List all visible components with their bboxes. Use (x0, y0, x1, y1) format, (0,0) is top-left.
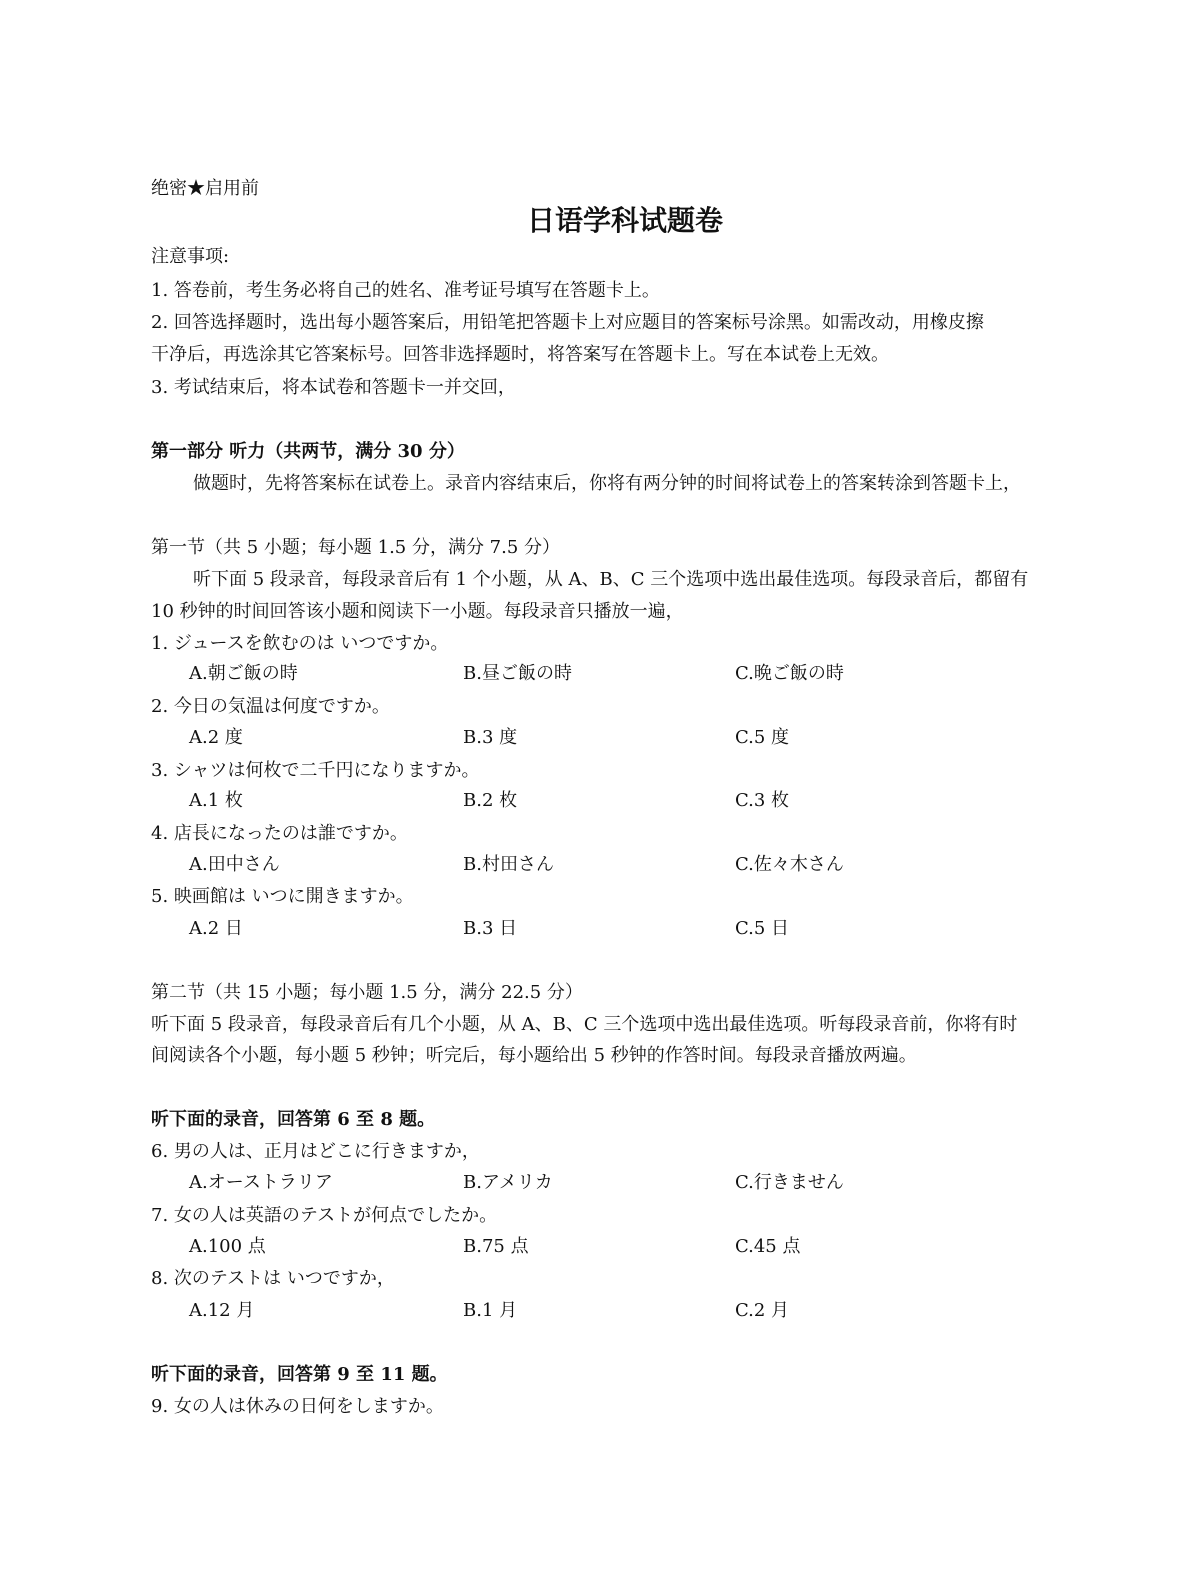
option-5b: B.3 日 (463, 918, 518, 939)
option-2b: B.3 度 (463, 727, 518, 748)
option-2c: C.5 度 (735, 727, 790, 748)
part1-heading: 第一部分 听力（共两节，满分 30 分） (151, 441, 465, 462)
section2-heading: 第二节（共 15 小题；每小题 1.5 分，满分 22.5 分） (151, 982, 583, 1003)
section2-instruction-1: 听下面 5 段录音，每段录音后有几个小题，从 A、B、C 三个选项中选出最佳选项。听每段录音前，你将有时 (151, 1014, 1018, 1035)
group-heading-9-11: 听下面的录音，回答第 9 至 11 题。 (151, 1364, 448, 1385)
section1-heading: 第一节（共 5 小题；每小题 1.5 分，满分 7.5 分） (151, 537, 561, 558)
part1-instruction: 做题时，先将答案标在试卷上。录音内容结束后，你将有两分钟的时间将试卷上的答案转涂到答题卡上， (193, 473, 1021, 494)
question-5: 5. 映画館は いつに開きますか。 (151, 886, 414, 907)
option-6a: A.オーストラリア (189, 1172, 333, 1193)
note-item-2: 2. 回答选择题时，选出每小题答案后，用铅笔把答题卡上对应题目的答案标号涂黑。如需改动，用橡皮擦 (151, 312, 984, 333)
section2-instruction-2: 间阅读各个小题，每小题 5 秒钟；听完后，每小题给出 5 秒钟的作答时间。每段录音播放两遍。 (151, 1045, 917, 1066)
option-7b: B.75 点 (463, 1236, 529, 1257)
option-4b: B.村田さん (463, 854, 554, 875)
note-item-3: 3. 考试结束后，将本试卷和答题卡一并交回， (151, 377, 516, 398)
question-7: 7. 女の人は英語のテストが何点でしたか。 (151, 1205, 498, 1226)
option-4a: A.田中さん (189, 854, 280, 875)
option-3c: C.3 枚 (735, 790, 790, 811)
option-8b: B.1 月 (463, 1300, 518, 1321)
question-1: 1. ジュースを飲むのは いつですか。 (151, 633, 449, 654)
question-4: 4. 店長になったのは誰ですか。 (151, 823, 408, 844)
option-5c: C.5 日 (735, 918, 790, 939)
option-8c: C.2 月 (735, 1300, 790, 1321)
question-8: 8. 次のテストは いつですか， (151, 1268, 395, 1289)
group-heading-6-8: 听下面的录音，回答第 6 至 8 题。 (151, 1109, 436, 1130)
question-2: 2. 今日の気温は何度ですか。 (151, 696, 390, 717)
notes-heading: 注意事项: (151, 246, 230, 267)
option-7c: C.45 点 (735, 1236, 801, 1257)
secret-label: 绝密★启用前 (151, 178, 259, 199)
option-1a: A.朝ご飯の時 (189, 663, 298, 684)
option-8a: A.12 月 (189, 1300, 255, 1321)
option-3a: A.1 枚 (189, 790, 243, 811)
option-6c: C.行きません (735, 1172, 844, 1193)
option-6b: B.アメリカ (463, 1172, 553, 1193)
option-7a: A.100 点 (189, 1236, 266, 1257)
question-6: 6. 男の人は、正月はどこに行きますか， (151, 1141, 480, 1162)
option-1b: B.昼ご飯の時 (463, 663, 572, 684)
option-4c: C.佐々木さん (735, 854, 844, 875)
question-3: 3. シャツは何枚で二千円になりますか。 (151, 760, 480, 781)
option-3b: B.2 枚 (463, 790, 518, 811)
page-title: 日语学科试题卷 (527, 204, 724, 237)
note-item-2-cont: 干净后，再选涂其它答案标号。回答非选择题时，将答案写在答题卡上。写在本试卷上无效。 (151, 344, 889, 365)
question-9: 9. 女の人は休みの日何をしますか。 (151, 1396, 444, 1417)
section1-instruction-2: 10 秒钟的时间回答该小题和阅读下一小题。每段录音只播放一遍， (151, 601, 684, 622)
option-2a: A.2 度 (189, 727, 243, 748)
note-item-1: 1. 答卷前，考生务必将自己的姓名、准考证号填写在答题卡上。 (151, 280, 660, 301)
section1-instruction-1: 听下面 5 段录音，每段录音后有 1 个小题，从 A、B、C 三个选项中选出最佳选项。每段录音后，都留有 (193, 569, 1029, 590)
option-5a: A.2 日 (189, 918, 243, 939)
option-1c: C.晩ご飯の時 (735, 663, 844, 684)
